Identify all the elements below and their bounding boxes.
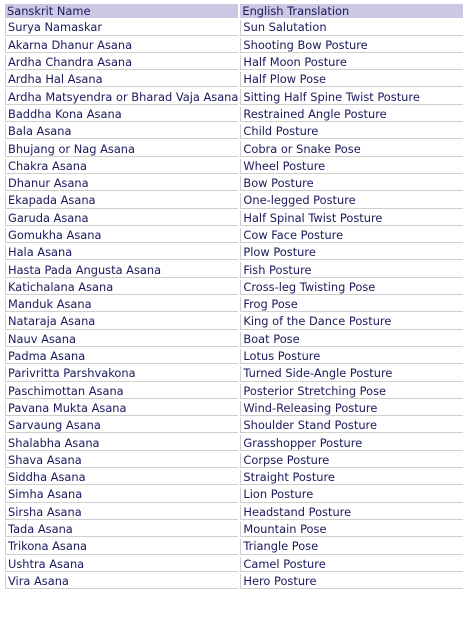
english-translation-cell: Grasshopper Posture xyxy=(240,435,463,450)
table-row xyxy=(5,505,463,520)
sanskrit-name-cell: Ushtra Asana xyxy=(5,557,238,572)
sanskrit-name-cell: Parivritta Parshvakona xyxy=(5,366,238,381)
sanskrit-name-cell: Shalabha Asana xyxy=(5,435,238,450)
table-row xyxy=(5,55,463,70)
sanskrit-name-cell: Akarna Dhanur Asana xyxy=(5,38,238,53)
sanskrit-name-cell: Sirsha Asana xyxy=(5,505,238,520)
english-translation-cell: Bow Posture xyxy=(240,176,463,191)
table-row xyxy=(5,72,463,87)
table-row xyxy=(5,557,463,572)
sanskrit-name-cell: Ekapada Asana xyxy=(5,193,238,208)
table-row xyxy=(5,124,463,139)
table-row xyxy=(5,539,463,554)
table-row xyxy=(5,89,463,104)
sanskrit-name-cell: Sarvaung Asana xyxy=(5,418,238,433)
table-row xyxy=(5,453,463,468)
table-row xyxy=(5,487,463,502)
table-row xyxy=(5,314,463,329)
sanskrit-name-cell: Katichalana Asana xyxy=(5,280,238,295)
sanskrit-name-cell: Nataraja Asana xyxy=(5,314,238,329)
english-translation-cell: Mountain Pose xyxy=(240,522,463,537)
sanskrit-name-cell: Hasta Pada Angusta Asana xyxy=(5,262,238,277)
sanskrit-name-cell: Dhanur Asana xyxy=(5,176,238,191)
english-translation-cell: Shoulder Stand Posture xyxy=(240,418,463,433)
table-row xyxy=(5,349,463,364)
sanskrit-name-cell: Tada Asana xyxy=(5,522,238,537)
sanskrit-name-cell: Chakra Asana xyxy=(5,159,238,174)
english-translation-cell: Hero Posture xyxy=(240,574,463,589)
english-translation-cell: Fish Posture xyxy=(240,262,463,277)
english-translation-cell: Plow Posture xyxy=(240,245,463,260)
sanskrit-name-cell: Ardha Matsyendra or Bharad Vaja Asana xyxy=(5,89,238,104)
table-row xyxy=(5,176,463,191)
table-row xyxy=(5,470,463,485)
header-row xyxy=(5,4,463,18)
table-row xyxy=(5,245,463,260)
header-english-translation: English Translation xyxy=(240,4,463,18)
header-sanskrit-name: Sanskrit Name xyxy=(5,4,238,18)
english-translation-cell: Lotus Posture xyxy=(240,349,463,364)
table-row xyxy=(5,297,463,312)
sanskrit-name-cell: Trikona Asana xyxy=(5,539,238,554)
table-row xyxy=(5,159,463,174)
table-row xyxy=(5,435,463,450)
english-translation-cell: Half Spinal Twist Posture xyxy=(240,211,463,226)
table-row xyxy=(5,332,463,347)
english-translation-cell: Cow Face Posture xyxy=(240,228,463,243)
sanskrit-name-cell: Shava Asana xyxy=(5,453,238,468)
english-translation-cell: Half Plow Pose xyxy=(240,72,463,87)
english-translation-cell: One-legged Posture xyxy=(240,193,463,208)
sanskrit-name-cell: Hala Asana xyxy=(5,245,238,260)
table-row xyxy=(5,574,463,589)
sanskrit-name-cell: Paschimottan Asana xyxy=(5,384,238,399)
table-row xyxy=(5,107,463,122)
table-row xyxy=(5,384,463,399)
english-translation-cell: Sitting Half Spine Twist Posture xyxy=(240,89,463,104)
sanskrit-name-cell: Garuda Asana xyxy=(5,211,238,226)
english-translation-cell: Corpse Posture xyxy=(240,453,463,468)
table-row xyxy=(5,418,463,433)
english-translation-cell: Cobra or Snake Pose xyxy=(240,141,463,156)
english-translation-cell: Wheel Posture xyxy=(240,159,463,174)
sanskrit-name-cell: Padma Asana xyxy=(5,349,238,364)
sanskrit-name-cell: Vira Asana xyxy=(5,574,238,589)
table-row xyxy=(5,38,463,53)
english-translation-cell: King of the Dance Posture xyxy=(240,314,463,329)
english-translation-cell: Lion Posture xyxy=(240,487,463,502)
table-row xyxy=(5,228,463,243)
sanskrit-name-cell: Surya Namaskar xyxy=(5,20,238,35)
table-row xyxy=(5,20,463,35)
english-translation-cell: Straight Posture xyxy=(240,470,463,485)
table-row xyxy=(5,522,463,537)
english-translation-cell: Sun Salutation xyxy=(240,20,463,35)
table-row xyxy=(5,193,463,208)
english-translation-cell: Wind-Releasing Posture xyxy=(240,401,463,416)
sanskrit-name-cell: Pavana Mukta Asana xyxy=(5,401,238,416)
english-translation-cell: Cross-leg Twisting Pose xyxy=(240,280,463,295)
table-row xyxy=(5,280,463,295)
sanskrit-name-cell: Bala Asana xyxy=(5,124,238,139)
table-body xyxy=(5,20,463,589)
english-translation-cell: Restrained Angle Posture xyxy=(240,107,463,122)
sanskrit-name-cell: Manduk Asana xyxy=(5,297,238,312)
english-translation-cell: Triangle Pose xyxy=(240,539,463,554)
english-translation-cell: Boat Pose xyxy=(240,332,463,347)
english-translation-cell: Headstand Posture xyxy=(240,505,463,520)
sanskrit-name-cell: Gomukha Asana xyxy=(5,228,238,243)
table-row xyxy=(5,211,463,226)
table-row xyxy=(5,401,463,416)
sanskrit-name-cell: Siddha Asana xyxy=(5,470,238,485)
table-row xyxy=(5,141,463,156)
english-translation-cell: Turned Side-Angle Posture xyxy=(240,366,463,381)
sanskrit-name-cell: Nauv Asana xyxy=(5,332,238,347)
asana-table xyxy=(3,2,465,591)
sanskrit-name-cell: Ardha Hal Asana xyxy=(5,72,238,87)
table-row xyxy=(5,366,463,381)
sanskrit-name-cell: Baddha Kona Asana xyxy=(5,107,238,122)
sanskrit-name-cell: Simha Asana xyxy=(5,487,238,502)
english-translation-cell: Half Moon Posture xyxy=(240,55,463,70)
sanskrit-name-cell: Ardha Chandra Asana xyxy=(5,55,238,70)
english-translation-cell: Posterior Stretching Pose xyxy=(240,384,463,399)
english-translation-cell: Camel Posture xyxy=(240,557,463,572)
table-row xyxy=(5,262,463,277)
english-translation-cell: Shooting Bow Posture xyxy=(240,38,463,53)
sanskrit-name-cell: Bhujang or Nag Asana xyxy=(5,141,238,156)
english-translation-cell: Child Posture xyxy=(240,124,463,139)
english-translation-cell: Frog Pose xyxy=(240,297,463,312)
